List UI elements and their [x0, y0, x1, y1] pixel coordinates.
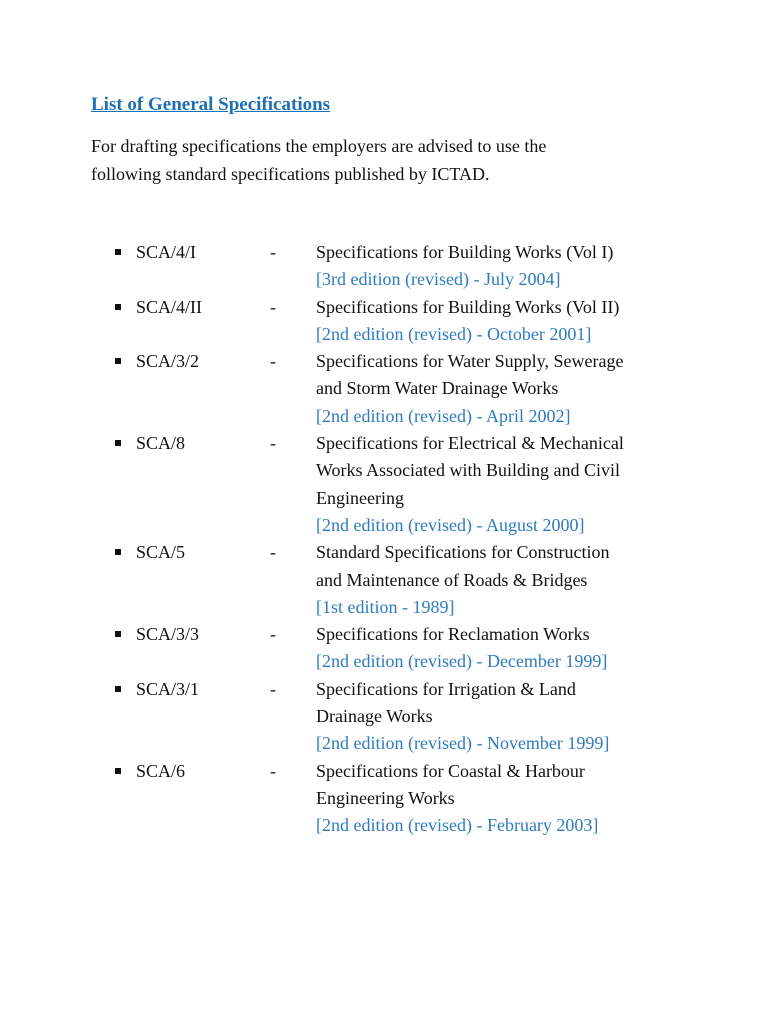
list-item [0, 239, 768, 294]
spec-description [316, 348, 686, 430]
square-bullet-icon [115, 768, 121, 774]
spec-description [316, 758, 686, 840]
spec-separator: - [270, 433, 276, 454]
spec-separator: - [270, 242, 276, 262]
page-title: List of General Specifications [91, 94, 331, 115]
spec-code: SCA/4/II [136, 296, 203, 317]
spec-description [316, 539, 686, 621]
spec-separator: - [270, 624, 276, 645]
spec-description-line: Engineering [316, 487, 404, 508]
spec-description-line: Specifications for Reclamation Works [316, 624, 590, 645]
spec-edition: [2nd edition (revised) - November 1999] [316, 733, 610, 754]
spec-edition: [1st edition - 1989] [316, 596, 455, 617]
spec-code: SCA/8 [136, 433, 186, 454]
spec-code: SCA/3/1 [136, 678, 200, 699]
spec-separator: - [270, 351, 276, 372]
intro-paragraph [91, 132, 691, 188]
spec-code: SCA/6 [136, 760, 186, 781]
square-bullet-icon [115, 686, 121, 692]
spec-description [316, 430, 686, 539]
list-item [0, 294, 768, 349]
list-item [0, 348, 768, 430]
list-item [0, 758, 768, 840]
specification-list [0, 239, 768, 840]
spec-code: SCA/3/2 [136, 351, 200, 372]
spec-description-line: and Maintenance of Roads & Bridges [316, 569, 588, 590]
spec-description-line: Specifications for Irrigation & Land [316, 678, 576, 699]
spec-code: SCA/3/3 [136, 624, 200, 645]
spec-edition: [3rd edition (revised) - July 2004] [316, 269, 561, 290]
spec-description-line: Specifications for Building Works (Vol II) [316, 296, 620, 317]
spec-description-line: Engineering Works [316, 787, 455, 808]
spec-description-line: Specifications for Electrical & Mechanical [316, 433, 624, 454]
spec-description-line: Standard Specifications for Construction [316, 542, 610, 563]
spec-description [316, 239, 686, 294]
spec-separator: - [270, 296, 276, 317]
square-bullet-icon [115, 304, 121, 310]
spec-description-line: Specifications for Water Supply, Sewerage [316, 351, 624, 372]
intro-line: following standard specifications published by ICTAD. [91, 164, 490, 184]
spec-description-line: Specifications for Building Works (Vol I) [316, 242, 614, 262]
spec-description-line: and Storm Water Drainage Works [316, 378, 559, 399]
spec-edition: [2nd edition (revised) - October 2001] [316, 323, 592, 344]
spec-edition: [2nd edition (revised) - April 2002] [316, 405, 571, 426]
list-item [0, 621, 768, 676]
square-bullet-icon [115, 549, 121, 555]
square-bullet-icon [115, 358, 121, 364]
spec-separator: - [270, 542, 276, 563]
spec-separator: - [270, 678, 276, 699]
spec-code: SCA/5 [136, 542, 186, 563]
spec-description-line: Drainage Works [316, 706, 433, 727]
spec-edition: [2nd edition (revised) - December 1999] [316, 651, 608, 672]
intro-line: For drafting specifications the employers are advised to use the [91, 136, 547, 156]
spec-code: SCA/4/I [136, 242, 197, 262]
spec-description [316, 294, 686, 349]
square-bullet-icon [115, 249, 121, 255]
list-item [0, 676, 768, 758]
spec-description [316, 676, 686, 758]
list-item [0, 430, 768, 539]
spec-description-line: Works Associated with Building and Civil [316, 460, 621, 481]
spec-edition: [2nd edition (revised) - August 2000] [316, 514, 585, 535]
square-bullet-icon [115, 631, 121, 637]
spec-description-line: Specifications for Coastal & Harbour [316, 760, 585, 781]
spec-separator: - [270, 760, 276, 781]
spec-description [316, 621, 686, 676]
spec-edition: [2nd edition (revised) - February 2003] [316, 815, 599, 836]
square-bullet-icon [115, 440, 121, 446]
list-item [0, 539, 768, 621]
